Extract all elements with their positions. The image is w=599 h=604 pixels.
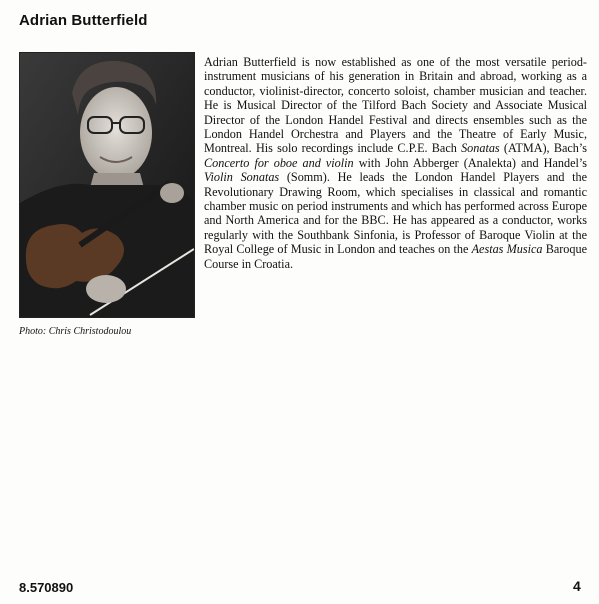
portrait-photo	[19, 52, 195, 318]
bio-italic-4: Aestas Musica	[471, 242, 543, 257]
photo-credit: Photo: Chris Christodoulou	[19, 326, 132, 337]
bio-text-3: with John Abberger (Analekta) and Handel’s	[353, 155, 588, 170]
page-number: 4	[573, 578, 581, 594]
bio-text-1: Adrian Butterfield is now established as one of the most versatile period-instrument musicians of his generation in Britain and abroad, working as a conductor, violinist-director, concerto soloist, chamber musician and teacher. He is Musical Director of the Tilford Bach Society and Associate Musical Director of the London Handel Festival and directs ensembles such as the London Handel Orchestra and Players and the Theatre of Early Music, Montreal. His solo recordings include C.P.E. Bach	[204, 55, 587, 156]
catalog-number: 8.570890	[19, 580, 74, 595]
bio-text-5: Baroque Course in Croatia.	[204, 242, 587, 271]
biography-text	[204, 55, 587, 271]
bio-italic-1: Sonatas	[461, 141, 500, 156]
bio-italic-2: Concerto for oboe and violin	[204, 155, 354, 170]
page-title: Adrian Butterfield	[19, 12, 148, 29]
bio-text-4: (Somm). He leads the London Handel Players and the Revolutionary Drawing Room, which specialises in classical and romantic chamber music on period instruments and which has performed across Europe and North America and for the BBC. He has appeared as a conductor, works regularly with the Southbank Sinfonia, is Professor of Baroque Violin at the Royal College of Music in London and teaches on the	[204, 170, 588, 257]
bio-text-2: (ATMA), Bach’s	[499, 141, 587, 156]
bio-italic-3: Violin Sonatas	[204, 170, 280, 185]
